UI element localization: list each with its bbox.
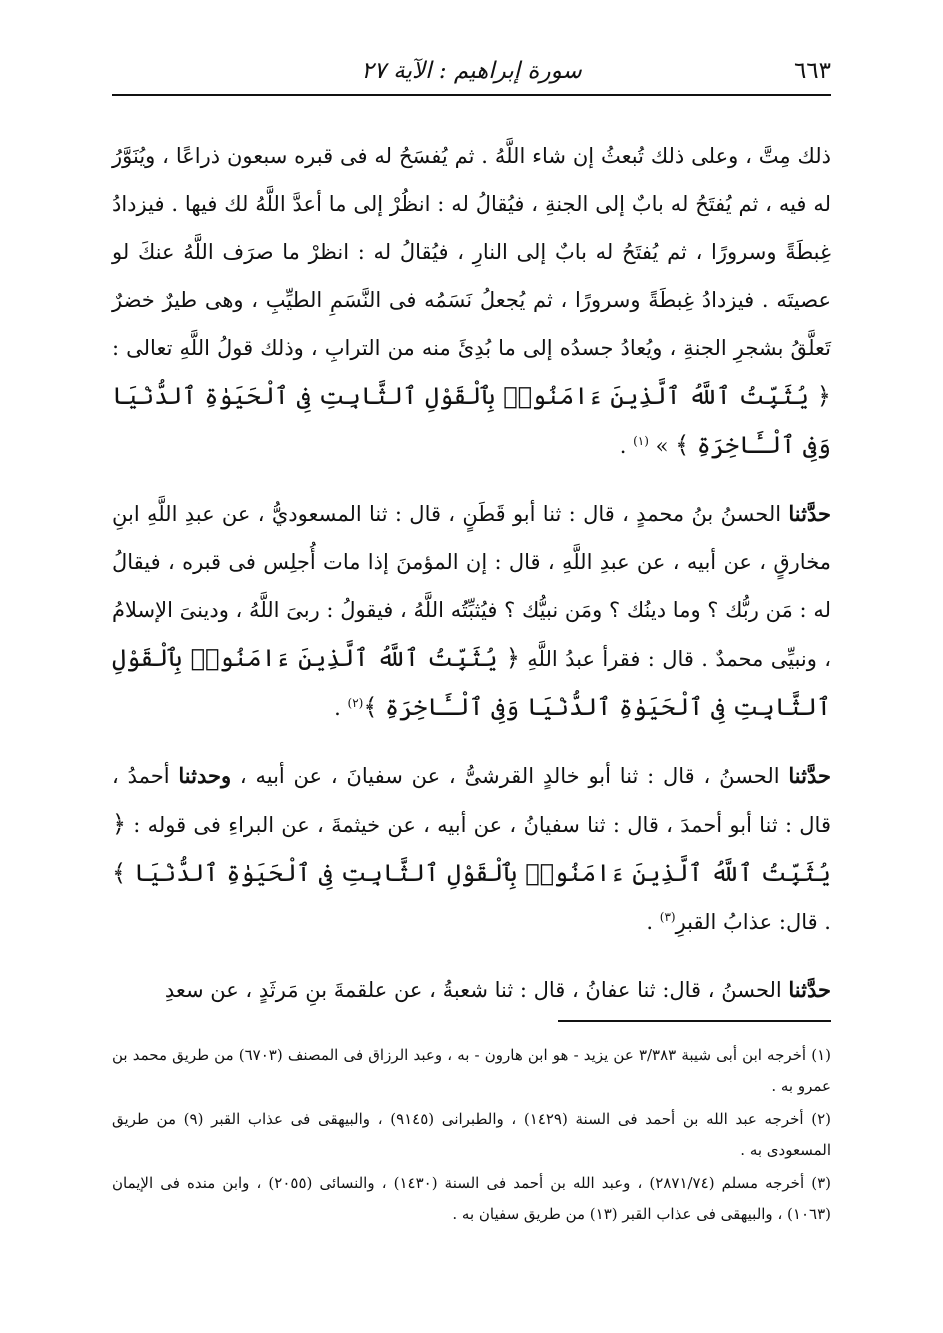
footnote-ref[interactable]: (١) bbox=[633, 434, 649, 448]
sentence-end: . bbox=[619, 434, 634, 458]
paragraph-text-2: أحمدُ ، قال : ثنا أبو أحمدَ ، قال : ثنا سفيانُ ، عن أبيه ، عن خيثمةَ ، عن البراءِ فى قوله : bbox=[112, 764, 831, 837]
hadith-lead: حدَّثنا bbox=[788, 977, 831, 1002]
footnote-3: (٣) أخرجه مسلم (٢٨٧١/٧٤) ، وعبد الله بن أحمد فى السنة (١٤٣٠) ، والنسائى (٢٠٥٥) ، وابن منده فى الإيمان (١٠٦٣) ، والبيهقى فى عذاب القبر (١٣) من طريق سفيان به . bbox=[112, 1174, 831, 1223]
hadith-lead: حدَّثنا bbox=[788, 763, 831, 788]
header-rule bbox=[112, 94, 831, 96]
quran-verse: ﴿ يُثَبِّتُ ٱللَّهُ ٱلَّذِينَ ءَامَنُوا۟ بِٱلْقَوْلِ ٱلثَّابِتِ فِى ٱلْحَيَوٰةِ ٱلدُّنْيَا ﴾ bbox=[112, 810, 831, 887]
quran-verse: ﴿ يُثَبِّتُ ٱللَّهُ ٱلَّذِينَ ءَامَنُوا۟ بِٱلْقَوْلِ ٱلثَّابِتِ فِى ٱلْحَيَوٰةِ ٱلدُّنْيَا وَفِى ٱلْـَٔاخِرَةِ ﴾ bbox=[112, 382, 831, 459]
paragraph-text-3: . قال: عذابُ القبرِ bbox=[675, 910, 831, 934]
footnote-ref[interactable]: (٢) bbox=[347, 696, 364, 710]
paragraph-text: الحسنُ ، قال: ثنا عفانُ ، قال : ثنا شعبةُ ، عن علقمةَ بنِ مَرثَدٍ ، عن سعدِ bbox=[164, 978, 789, 1002]
hadith-lead-2: وحدثنا bbox=[178, 763, 232, 788]
sentence-end: . bbox=[334, 696, 348, 720]
paragraph-text: ذلك مِتَّ ، وعلى ذلك تُبعثُ إن شاء اللَّهُ . ثم يُفسَحُ له فى قبره سبعون ذراعًا ، ويُنَوَّرُ له فيه ، ثم يُفتَحُ له بابٌ إلى الجنةِ ، فيُقالُ له : انظُرْ إلى ما أعدَّ اللَّهُ لك فيها . فيزدادُ غِبطَةً وسرورًا ، ثم يُفتَحُ له بابٌ إلى النارِ ، فيُقالُ له : انظرْ ما صرَف اللَّهُ عنكَ لو عصيتَه . فيزدادُ غِبطَةً وسرورًا ، ثم يُجعلُ نَسَمُه فى النَّسَمِ الطيِّبِ ، وهى طيرٌ خضرٌ تَعلَّقُ بشجرِ الجنةِ ، ويُعادُ جسدُه إلى ما بُدِئَ منه من الترابِ ، وذلك قولُ اللَّهِ تعالى : bbox=[112, 144, 831, 360]
footnote-2: (٢) أخرجه عبد الله بن أحمد فى السنة (١٤٢٩) ، والطبرانى (٩١٤٥) ، والبيهقى فى عذاب القبر (٩) من طريق المسعودى به . bbox=[112, 1110, 831, 1159]
paragraph-1 bbox=[112, 132, 831, 470]
sentence-end: . bbox=[646, 910, 660, 934]
paragraph-3 bbox=[112, 752, 831, 946]
page-number: ٦٦٣ bbox=[793, 58, 831, 84]
footnote-ref[interactable]: (٣) bbox=[659, 910, 676, 924]
running-title: سورة إبراهيم : الآية ٢٧ bbox=[361, 58, 582, 84]
hadith-lead: حدَّثنا bbox=[788, 501, 831, 526]
quran-verse: ﴿ يُثَبِّتُ ٱللَّهُ ٱلَّذِينَ ءَامَنُوا۟ بِٱلْقَوْلِ ٱلثَّابِتِ فِى ٱلْحَيَوٰةِ ٱلدُّنْيَا وَفِى ٱلْـَٔاخِرَةِ ﴾ bbox=[112, 644, 831, 721]
footnote-separator bbox=[558, 1020, 831, 1022]
closing-quote: » bbox=[648, 434, 676, 458]
main-text bbox=[112, 132, 831, 1034]
paragraph-4 bbox=[112, 966, 831, 1014]
footnote-1: (١) أخرجه ابن أبى شيبة ٣/٣٨٣ عن يزيد - هو ابن هارون - به ، وعبد الرزاق فى المصنف (٦٧٠٣) من طريق محمد بن عمرو به . bbox=[112, 1046, 831, 1095]
page-header bbox=[112, 52, 831, 96]
paragraph-text: الحسنُ ، قال : ثنا أبو خالدٍ القرشىُّ ، عن سفيانَ ، عن أبيه ، bbox=[231, 764, 789, 788]
footnotes bbox=[112, 1040, 831, 1232]
paragraph-text: الحسنُ بنُ محمدٍ ، قال : ثنا أبو قَطَنٍ ، قال : ثنا المسعوديُّ ، عن عبدِ اللَّهِ ابنِ مخارقٍ ، عن أبيه ، عن عبدِ اللَّهِ ، قال : إن المؤمنَ إذا مات أُجلِس فى قبره ، فيقالُ له : مَن ربُّك ؟ وما دينُك ؟ ومَن نبيُّك ؟ فيُثبِّتُه اللَّهُ ، فيقولُ : ربىَ اللَّهُ ، ودينىَ الإسلامُ ، ونبيِّى محمدٌ . قال : فقرأ عبدُ اللَّهِ bbox=[112, 502, 831, 671]
paragraph-2 bbox=[112, 490, 831, 732]
